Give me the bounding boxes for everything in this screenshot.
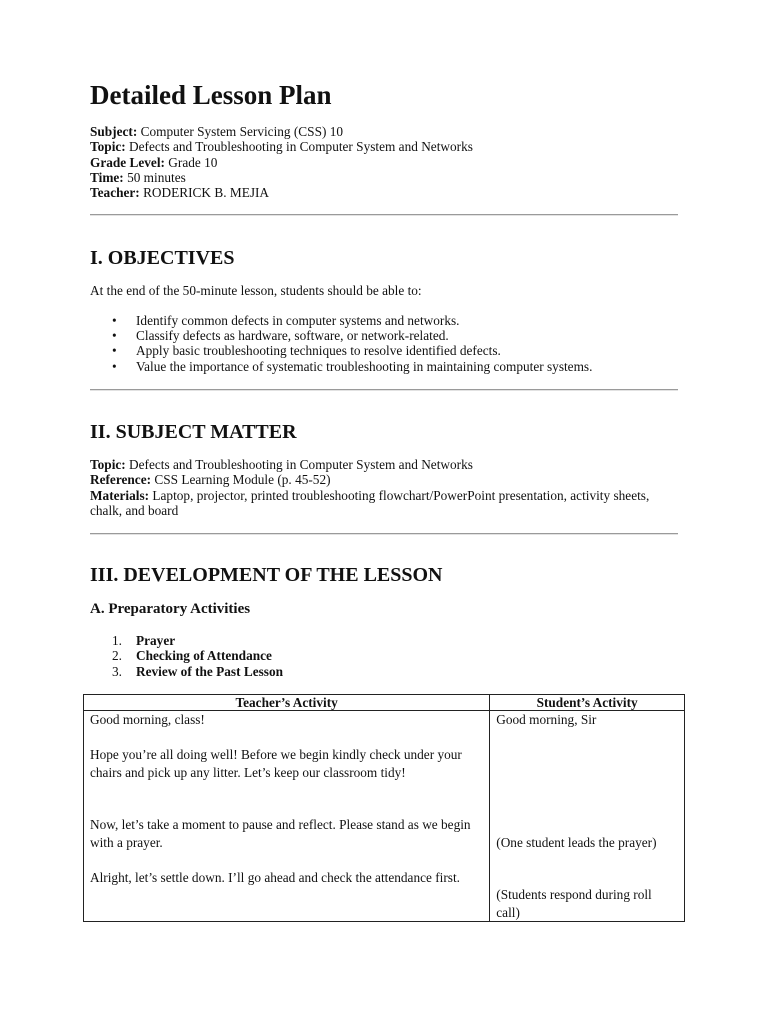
teacher-line: Now, let’s take a moment to pause and reflect. Please stand as we begin with a prayer.: [90, 817, 471, 850]
student-activity-header: Student’s Activity: [490, 695, 685, 711]
spacer: [496, 781, 678, 799]
meta-grade: [90, 155, 473, 170]
preparatory-steps: [90, 633, 283, 679]
spacer: [496, 799, 678, 817]
bullet-icon: •: [112, 343, 117, 359]
preparatory-heading: A. Preparatory Activities: [90, 601, 251, 617]
meta-subject-value: Computer System Servicing (CSS) 10: [140, 124, 344, 139]
sm-reference: [90, 472, 680, 487]
meta-grade-label: Grade Level:: [90, 154, 165, 170]
subject-matter-details: [90, 457, 680, 518]
objective-item: [90, 343, 592, 358]
sm-materials-label: Materials:: [90, 487, 150, 503]
spacer: [496, 851, 678, 869]
spacer: [90, 781, 483, 799]
objective-item: [90, 328, 592, 343]
step-label: Prayer: [136, 633, 176, 648]
lesson-meta: [90, 124, 473, 200]
sm-reference-value: CSS Learning Module (p. 45-52): [154, 472, 331, 488]
teacher-line: Good morning, class!: [90, 712, 205, 727]
objective-text: Value the importance of systematic troubleshooting in maintaining computer systems.: [136, 358, 593, 374]
step-number: 3.: [112, 663, 122, 679]
divider: [90, 533, 678, 535]
objective-item: [90, 313, 592, 328]
bullet-icon: •: [112, 313, 117, 328]
step-item: [90, 648, 283, 663]
sm-reference-label: Reference:: [90, 472, 152, 488]
sm-topic-label: Topic:: [90, 457, 126, 472]
meta-time-value: 50 minutes: [127, 169, 186, 185]
divider: [90, 389, 678, 391]
teacher-activity-cell: [84, 711, 490, 922]
student-line: (One student leads the prayer): [496, 834, 657, 850]
step-label: Checking of Attendance: [136, 648, 272, 664]
meta-teacher-value: RODERICK B. MEJIA: [143, 185, 270, 201]
table-row: [84, 711, 685, 922]
bullet-icon: •: [112, 328, 117, 344]
sm-materials-value: Laptop, projector, printed troubleshooting flowchart/PowerPoint presentation, activity sheets, chalk, and board: [90, 487, 650, 518]
step-number: 2.: [112, 648, 122, 664]
activity-table: [83, 694, 685, 922]
student-activity-cell: [490, 711, 685, 922]
meta-time-label: Time:: [90, 169, 124, 185]
objectives-list: [90, 313, 592, 374]
objective-text: Classify defects as hardware, software, or network-related.: [136, 328, 449, 344]
development-heading: III. DEVELOPMENT OF THE LESSON: [90, 564, 443, 586]
step-item: [90, 633, 283, 648]
meta-topic: [90, 139, 473, 154]
sm-materials: [90, 488, 680, 519]
meta-subject: [90, 124, 473, 139]
teacher-activity-header: Teacher’s Activity: [84, 695, 490, 711]
step-number: 1.: [112, 633, 122, 648]
table-header-row: [84, 695, 685, 711]
objective-item: [90, 359, 592, 374]
spacer: [90, 729, 483, 747]
student-line: Good morning, Sir: [496, 712, 597, 727]
spacer: [496, 729, 678, 747]
sm-topic-value: Defects and Troubleshooting in Computer System and Networks: [129, 457, 473, 472]
teacher-line: Alright, let’s settle down. I’ll go ahead and check the attendance first.: [90, 869, 460, 885]
subject-matter-heading: II. SUBJECT MATTER: [90, 421, 297, 443]
spacer: [496, 869, 678, 887]
bullet-icon: •: [112, 358, 117, 374]
meta-grade-value: Grade 10: [168, 154, 218, 170]
meta-subject-label: Subject:: [90, 124, 138, 139]
spacer: [496, 746, 678, 764]
spacer: [496, 816, 678, 834]
objective-text: Apply basic troubleshooting techniques to resolve identified defects.: [136, 343, 501, 359]
spacer: [90, 799, 483, 817]
divider: [90, 214, 678, 216]
spacer: [496, 764, 678, 782]
meta-topic-value: Defects and Troubleshooting in Computer System and Networks: [129, 139, 473, 155]
step-label: Review of the Past Lesson: [136, 663, 283, 679]
sm-topic: [90, 457, 680, 472]
student-line: (Students respond during roll call): [496, 887, 652, 920]
page-title: Detailed Lesson Plan: [90, 80, 332, 110]
objectives-intro: At the end of the 50-minute lesson, students should be able to:: [90, 283, 422, 298]
meta-teacher: [90, 185, 473, 200]
objectives-heading: I. OBJECTIVES: [90, 247, 235, 269]
spacer: [90, 851, 483, 869]
meta-time: [90, 170, 473, 185]
teacher-line: Hope you’re all doing well! Before we begin kindly check under your chairs and pick up any litter. Let’s keep our classroom tidy!: [90, 747, 462, 780]
step-item: [90, 664, 283, 679]
meta-teacher-label: Teacher:: [90, 185, 140, 201]
meta-topic-label: Topic:: [90, 139, 126, 155]
objective-text: Identify common defects in computer systems and networks.: [136, 313, 460, 328]
